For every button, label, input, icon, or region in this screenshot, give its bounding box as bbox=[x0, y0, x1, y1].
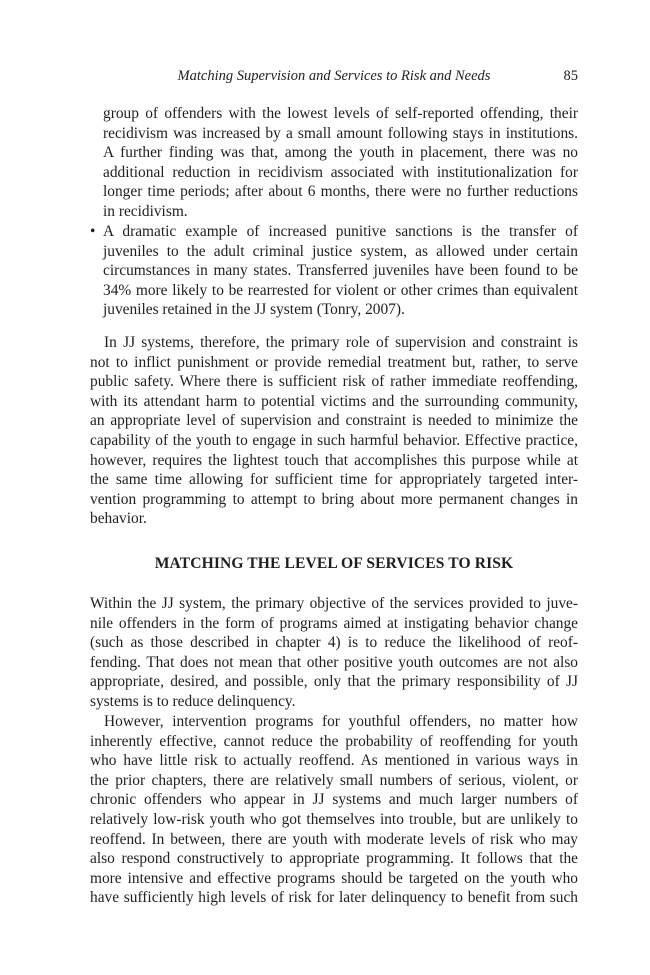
text-line: (such as those described in chapter 4) is to reduce the likelihood of reof- bbox=[90, 634, 578, 652]
text-line: inherently effective, cannot reduce the probability of reoffending for youth bbox=[90, 732, 578, 750]
text-line: fending. That does not mean that other positive youth outcomes are not also bbox=[90, 653, 578, 671]
text-line: have sufficiently high levels of risk for later delinquency to benefit from such bbox=[90, 889, 578, 907]
text-line: in recidivism. bbox=[103, 202, 188, 220]
running-head bbox=[90, 68, 578, 88]
paragraph bbox=[90, 712, 578, 908]
text-line: reoffend. In between, there are youth with moderate levels of risk who may bbox=[90, 830, 578, 848]
text-line: A further finding was that, among the youth in placement, there was no bbox=[103, 144, 578, 162]
text-line: relatively low-risk youth who got themselves into trouble, but are unlikely to bbox=[90, 810, 578, 828]
text-line: an appropriate level of supervision and constraint is needed to minimize the bbox=[90, 412, 578, 430]
text-line: chronic offenders who appear in JJ systems and much larger numbers of bbox=[90, 791, 578, 809]
text-line: appropriate, desired, and possible, only that the primary responsibility of JJ bbox=[90, 673, 578, 691]
text-line: who have little risk to actually reoffend. As mentioned in various ways in bbox=[90, 752, 578, 770]
section-heading: MATCHING THE LEVEL OF SERVICES TO RISK bbox=[154, 555, 514, 572]
bullet-body bbox=[103, 222, 578, 320]
bullet-marker: • bbox=[90, 223, 96, 240]
text-line: public safety. Where there is sufficient risk of rather immediate reoffending, bbox=[90, 373, 578, 391]
text-line: In JJ systems, therefore, the primary role of supervision and constraint is bbox=[104, 334, 578, 351]
text-line: group of offenders with the lowest levels of self-reported offending, their bbox=[103, 105, 578, 122]
text-line: A dramatic example of increased punitive sanctions is the transfer of bbox=[103, 223, 578, 240]
text-line: more intensive and effective programs should be targeted on the youth who bbox=[90, 869, 578, 887]
text-line: longer time periods; after about 6 months, there were no further reductions bbox=[103, 183, 578, 201]
text-line: the same time allowing for sufficient time for appropriately targeted inter- bbox=[90, 471, 578, 489]
text-line: capability of the youth to engage in such harmful behavior. Effective practice, bbox=[90, 431, 578, 449]
text-line: nile offenders in the form of programs aimed at instigating behavior change bbox=[90, 614, 578, 632]
text-line: additional reduction in recidivism associated with institutionalization for bbox=[103, 163, 578, 181]
paragraph bbox=[90, 333, 578, 529]
text-line: juveniles to the adult criminal justice system, as allowed under certain bbox=[103, 242, 578, 260]
text-line: vention programming to attempt to bring about more permanent changes in bbox=[90, 490, 578, 508]
paragraph bbox=[90, 594, 578, 712]
bullet-item bbox=[90, 222, 578, 320]
text-line: with its attendant harm to potential victims and the surrounding community, bbox=[90, 392, 578, 410]
bullet-continuation bbox=[103, 104, 578, 222]
text-line: However, intervention programs for youthful offenders, no matter how bbox=[104, 713, 578, 730]
text-line: not to inflict punishment or provide remedial treatment but, rather, to serve bbox=[90, 353, 578, 371]
text-line: juveniles retained in the JJ system (Tonry, 2007). bbox=[103, 301, 405, 319]
text-line: systems is to reduce delinquency. bbox=[90, 692, 296, 710]
text-line: 34% more likely to be rearrested for violent or other crimes than equivalent bbox=[103, 281, 578, 299]
text-line: however, requires the lightest touch that accomplishes this purpose while at bbox=[90, 451, 578, 469]
text-line: recidivism was increased by a small amount following stays in institutions. bbox=[103, 124, 578, 142]
text-line: also respond constructively to appropriate programming. It follows that the bbox=[90, 850, 578, 868]
page-number: 85 bbox=[563, 68, 578, 84]
text-line: behavior. bbox=[90, 510, 147, 528]
running-title: Matching Supervision and Services to Risk and Needs bbox=[177, 68, 491, 84]
text-line: circumstances in many states. Transferred juveniles have been found to be bbox=[103, 262, 578, 280]
text-line: the prior chapters, there are relatively small numbers of serious, violent, or bbox=[90, 771, 578, 789]
text-line: Within the JJ system, the primary objective of the services provided to juve- bbox=[90, 595, 578, 612]
